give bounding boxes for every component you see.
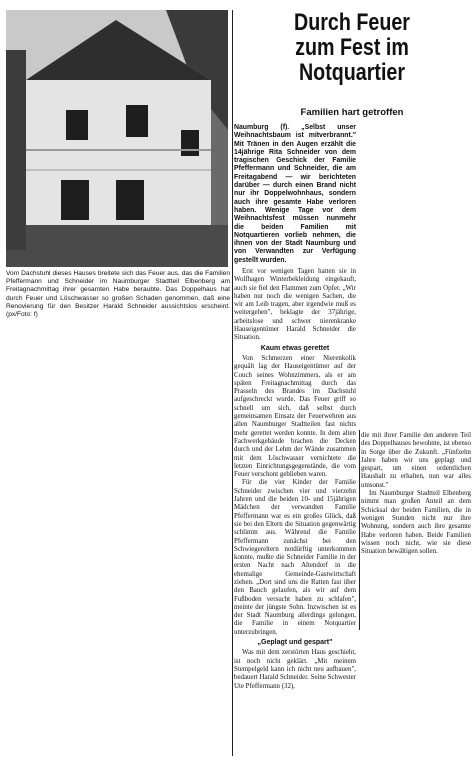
column-divider xyxy=(232,10,233,756)
headline-line-2: zum Fest im xyxy=(295,34,409,61)
headline-line-3: Notquartier xyxy=(298,59,406,86)
house-photo-icon xyxy=(6,10,228,267)
section-heading: „Geplagt und gespart" xyxy=(257,639,333,647)
paragraph: Was mit dem zerstörten Haus geschieht, ist noch nicht geklärt. „Mit meinem Stempelgeld kann ich nicht neu aufbauen", bedauert Harald Schneider. Seine Schwester Ute Pfeffermann (32), xyxy=(234,649,356,690)
headline xyxy=(234,10,470,85)
article-column-2 xyxy=(234,268,356,691)
section-heading: Kaum etwas gerettet xyxy=(260,344,330,352)
paragraph: die mit ihrer Familie den anderen Teil des Doppelhauses bewohnte, ist ebenso in Sorge über die Zukunft. „Fünfzehn Jahre haben wir uns geplagt und gespart, um einen ordentlichen Haushalt zu erhalten, nun war alles umsonst." xyxy=(361,432,471,489)
paragraph: Im Naumburger Stadtteil Elbenberg nimmt man großen Anteil an dem Schicksal der beiden Familien, die in wenigen Stunden nicht nur ihre Wohnung, sondern auch ihre gesamte Habe verloren haben. Beide Familien wissen noch nicht, wie sie diese Situation bewältigen sollen. xyxy=(361,490,471,556)
article-column-3 xyxy=(361,432,471,556)
lead-paragraph: Naumburg (f). „Selbst unser Weihnachtsbaum ist mitverbrannt." Mit Tränen in den Augen erzählt die 14jährige Rita Schneider von dem tragischen Geschick der Familie Pfeffermann und Schneider, die am Freitagabend — wir berichteten darüber — durch einen Brand nicht nur ihr Doppelwohnhaus, sondern auch ihre gesamte Habe verloren haben. Wenige Tage vor dem Weihnachtsfest müssen nunmehr die beiden Familien mit Notquartieren vorlieb nehmen, die ihnen von der Stadt Naumburg und von Verwandten zur Verfügung gestellt wurden. xyxy=(234,124,356,264)
paragraph: Erst vor wenigen Tagen hatten sie in Wolfhagen Winterbekleidung eingekauft, auch sie fiel den Flammen zum Opfer. „Wir haben nur noch die wenigen Sachen, die wir am Leib tragen, aber irgendwie muß es weitergehen", beklagte der 37jährige, arbeitslose und schwer nierenkranke Hauseigentümer Harald Schneider die Situation. xyxy=(234,268,356,342)
house-photo xyxy=(6,10,228,267)
subheadline: Familien hart getroffen xyxy=(300,107,404,118)
headline-line-1: Durch Feuer xyxy=(294,9,410,36)
paragraph: Von Schmerzen einer Nierenkolik gequält lag der Hauseigentümer auf der Couch seines Wohnzimmers, als er am späten Freitagnachmittag durch das Prasseln des Brandes im Dachstuhl aufgeschreckt wurde. Das Feuer griff so schnell um sich, daß selbst durch gemeinsamen Einsatz der Feuerwehren aus allen Naumburger Stadtteilen fast nichts mehr gerettet werden konnte. In dem alten Fachwerkgebäude brachen die Decken durch und der Lehm der Wände zusammen mit dem Löschwasser vernichtete die letzten Einrichtungsgegenstände, die vom Feuer verschont geblieben waren. xyxy=(234,354,356,479)
column-divider xyxy=(359,430,360,630)
paragraph: Für die vier Kinder der Familie Schneider zwischen vier und vierzehn Jahren und die beiden 10- und 15jährigen Mädchen der verwandten Familie Pfeffermann war es ein großes Glück, daß sie bei den Eltern die Situation gegenwärtig schlimm aus. Während die Familie Pfeffermann zunächst bei den Schwiegereltern notdürftig unterkommen konnte, mußte die Schneider Familie in der ersten Nacht nach Altendorf in die ehemalige Gemeinde-Gastwirtschaft ziehen. „Dort sind uns die Ratten fast über den Bauch gelaufen, als wir auf dem Fußboden versucht haben zu schlafen", meinte der jüngste Sohn. Inzwischen ist es der Stadt Naumburg allerdings gelungen, die Familie in einem Notquartier unterzubringen. xyxy=(234,479,356,636)
photo-caption: Vom Dachstuhl dieses Hauses breitete sich das Feuer aus, das die Familien Pfeffermann und Schneider im Naumburger Stadtteil Elbenberg am Freitagnachmittag ihrer gesamten Habe beraubte. Das Doppelhaus hat durch Feuer und Löschwasser so großen Schaden genommen, daß eine Renovierung für den Besitzer Harald Schneider aussichtslos erscheint. (px/Foto: f) xyxy=(6,270,230,319)
